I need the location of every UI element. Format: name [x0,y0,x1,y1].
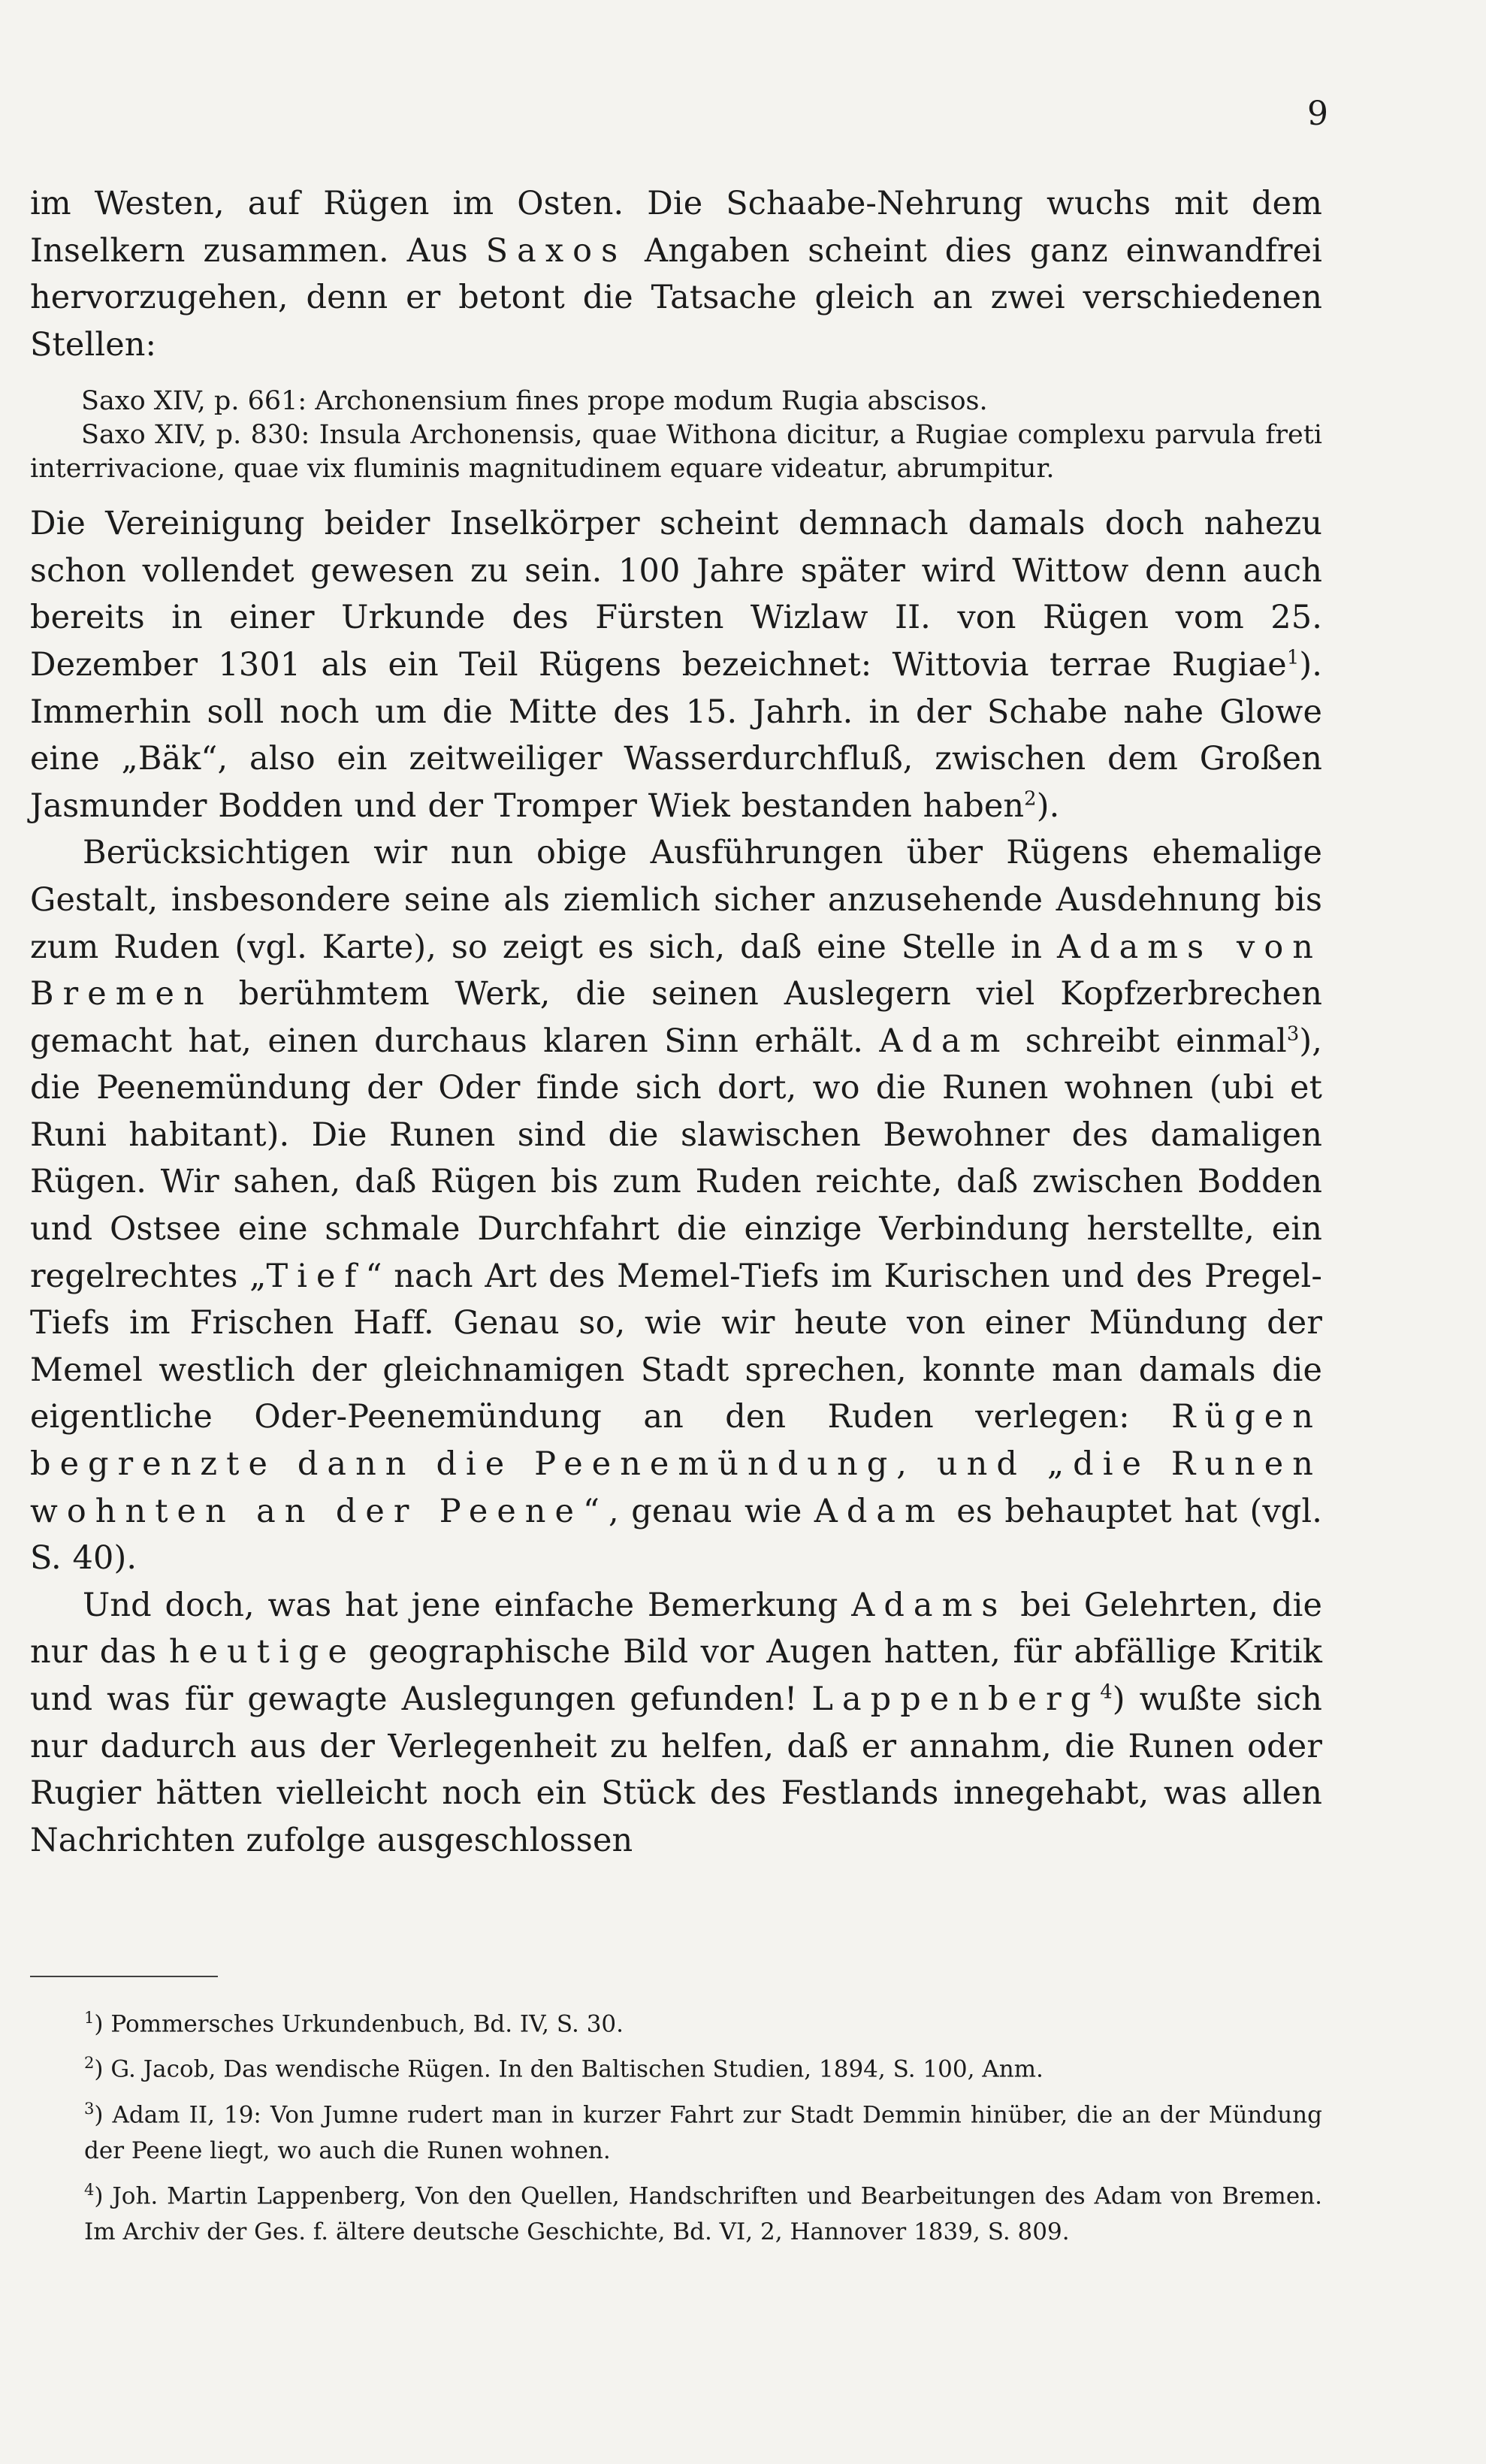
paragraph-3 [30,829,1322,1582]
author-adam-2: Adam [814,1492,944,1530]
footnote-ref-2: 2 [1024,787,1037,811]
paragraph-3-text-f: , genau wie [609,1492,814,1530]
footnote-ref-3: 3 [1286,1022,1300,1046]
footnote-divider [30,1976,218,1977]
author-adam-von-bremen: Adams von Bremen [30,928,1323,1013]
paragraph-3-text-e: “ nach Art des Memel-Tiefs im Kurischen und des Pregel-Tiefs im Frischen Haff. Genau so, wie wir heute von einer Mündung der Memel westlich der gleichnamigen Stadt sprechen, konnte man damals die eigentliche Oder-Peenemündung an den Ruden verlegen: [30,1257,1322,1436]
author-lappenberg: Lappenberg [811,1680,1101,1718]
paragraph-2-text-a: Die Vereinigung beider Inselkörper scheint demnach damals doch nahezu schon vollendet gewesen zu sein. 100 Jahre später wird Wittow denn auch bereits in einer Urkunde des Fürsten Wizlaw II. von Rügen vom 25. Dezember 1301 als ein Teil Rügens bezeichnet: Wittovia terrae Rugiae [30,505,1322,684]
paragraph-2 [30,500,1322,829]
footnote-2-text: ) G. Jacob, Das wendische Rügen. In den Baltischen Studien, 1894, S. 100, Anm. [94,2055,1044,2083]
author-saxo: Saxos [485,231,627,270]
paragraph-3-text-d: ), die Peenemündung der Oder finde sich dort, wo die Runen wohnen (ubi et Runi habitant). Die Runen sind die slawischen Bewohner des damaligen Rügen. Wir sahen, daß Rügen bis zum Ruden reichte, daß zwischen Bodden und Ostsee eine schmale Durchfahrt die einzige Verbindung herstellte, ein regelrechtes „ [30,1022,1322,1295]
footnote-1-text: ) Pommersches Urkundenbuch, Bd. IV, S. 30. [94,2010,624,2038]
footnote-1-number: 1 [84,2008,95,2027]
footnote-3 [30,2091,1322,2169]
paragraph-1-text-a: im Westen, auf Rügen im Osten. Die Schaabe-Nehrung wuchs mit dem Inselkern zusammen. Aus [30,185,1322,270]
paragraph-3-text-b: berühmtem Werk, die seinen Auslegern viel Kopfzerbrechen gemacht hat, einen durchaus klaren Sinn erhält. [30,975,1322,1060]
main-text [30,180,1322,1864]
author-adams: Adams [851,1586,1007,1624]
footnote-2-number: 2 [84,2053,95,2073]
footnote-ref-4: 4 [1100,1680,1113,1704]
term-heutige: heutige [168,1633,356,1671]
page-number: 9 [1307,95,1328,133]
paragraph-4-text-a: Und doch, was hat jene einfache Bemerkung [83,1586,852,1624]
latin-quotations [30,385,1322,485]
paragraph-3-text-a: Berücksichtigen wir nun obige Ausführungen über Rügens ehemalige Gestalt, insbesondere seine als ziemlich sicher anzusehende Ausdehnung bis zum Ruden (vgl. Karte), so zeigt es sich, daß eine Stelle in [30,834,1322,966]
paragraph-3-text-g: es behauptet hat (vgl. S. 40). [30,1492,1322,1578]
emphasized-conclusion: Rügen begrenzte dann die Peenemündung, und „die Runen wohnten an der Peene“ [30,1398,1322,1530]
footnotes [30,2000,1322,2253]
footnote-1 [30,2000,1322,2042]
footnote-4-number: 4 [84,2179,95,2199]
footnote-ref-1: 1 [1286,646,1300,669]
paragraph-1-text-b: Angaben scheint dies ganz einwandfrei hervorzugehen, denn er betont die Tatsache gleich an zwei verschiedenen Stellen: [30,231,1323,364]
paragraph-3-text-c: schreibt einmal [1009,1022,1287,1060]
paragraph-4 [30,1582,1322,1865]
quotation-2: Saxo XIV, p. 830: Insula Archonensis, quae Withona dicitur, a Rugiae complexu parvula freti interrivacione, quae vix fluminis magnitudinem equare videatur, abrumpitur. [30,419,1322,484]
footnote-3-text: ) Adam II, 19: Von Jumne rudert man in kurzer Fahrt zur Stadt Demmin hinüber, die an der Mündung der Peene liegt, wo auch die Runen wohnen. [84,2100,1322,2164]
quotation-1: Saxo XIV, p. 661: Archonensium fines prope modum Rugia abscisos. [81,386,988,417]
term-tief: Tief [266,1257,366,1295]
paragraph-2-text-b: ). Immerhin soll noch um die Mitte des 15. Jahrh. in der Schabe nahe Glowe eine „Bäk“, also ein zeitweiliger Wasserdurchfluß, zwischen dem Großen Jasmunder Bodden und der Tromper Wiek bestanden haben [30,645,1322,825]
paragraph-1 [30,180,1322,368]
paragraph-2-text-c: ). [1036,787,1060,825]
footnote-4 [30,2172,1322,2250]
author-adam: Adam [879,1022,1010,1060]
paragraph-4-text-b: bei Gelehrten, die nur das [30,1586,1322,1671]
footnote-4-text: ) Joh. Martin Lappenberg, Von den Quellen, Handschriften und Bearbeitungen des Adam von Bremen. Im Archiv der Ges. f. ältere deutsche Geschichte, Bd. VI, 2, Hannover 1839, S. 809. [84,2182,1322,2246]
footnote-3-number: 3 [84,2098,95,2118]
footnote-2 [30,2045,1322,2087]
paragraph-4-text-c: geographische Bild vor Augen hatten, für abfällige Kritik und was für gewagte Auslegungen gefunden! [30,1633,1322,1718]
paragraph-4-text-d: ) wußte sich nur dadurch aus der Verlegenheit zu helfen, daß er annahm, die Runen oder Rugier hätten vielleicht noch ein Stück des Festlands innegehabt, was allen Nachrichten zufolge ausgeschlossen [30,1680,1322,1859]
